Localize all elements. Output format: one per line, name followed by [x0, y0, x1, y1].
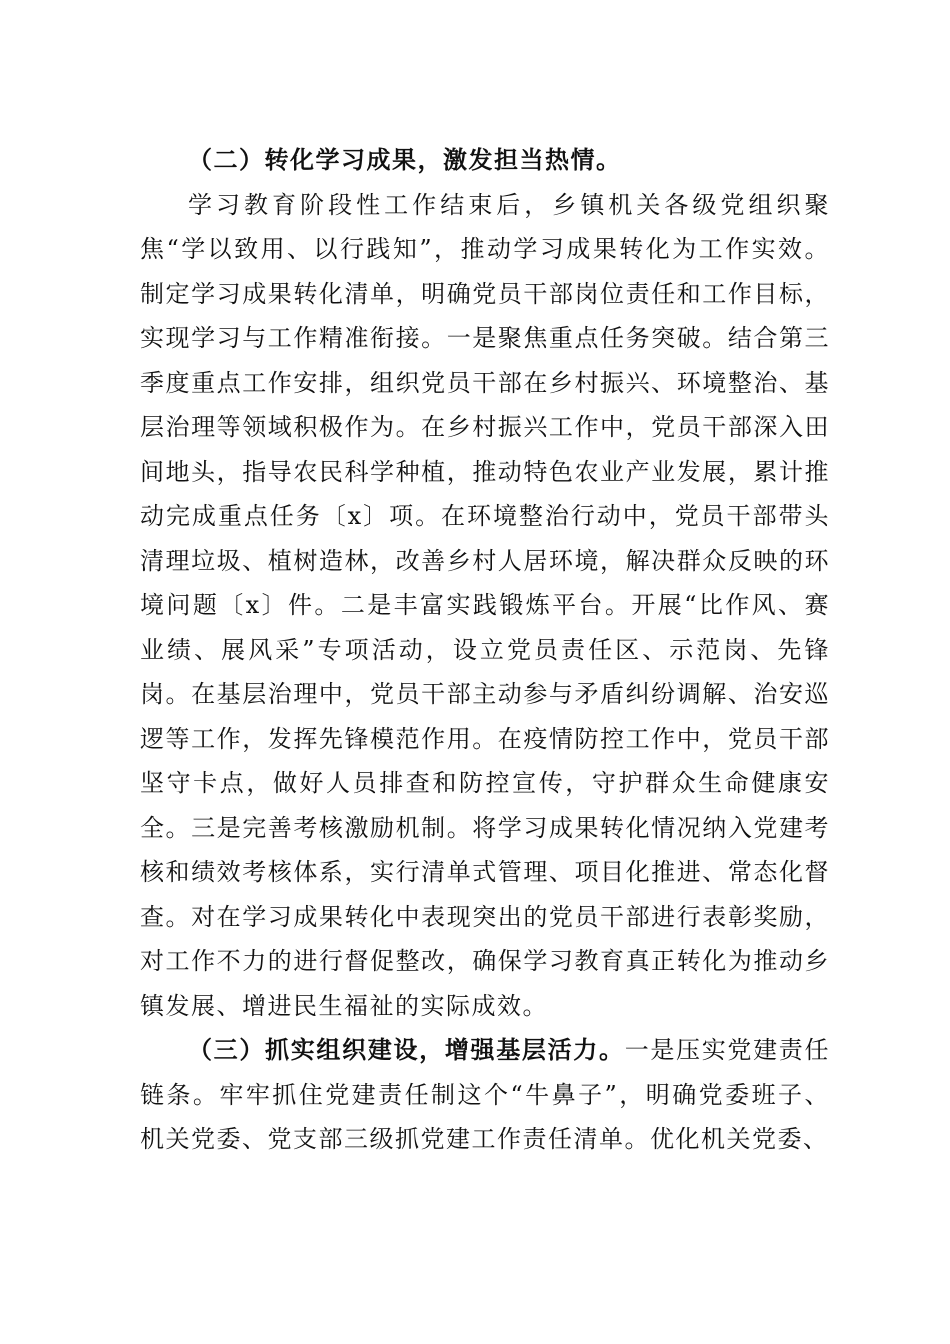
paragraph-section-3 [140, 1028, 830, 1162]
section-heading-3: （三）抓实组织建设，增强基层活力。 [188, 1035, 625, 1064]
section-heading-2: （二）转化学习成果，激发担当热情。 [188, 145, 622, 174]
document-body [140, 138, 830, 1162]
section-3-text: 一是压实党建责任链条。牢牢抓住党建责任制这个“牛鼻子”，明确党委班子、机关党委、党支部三级抓党建工作责任清单。优化机关党委、 [140, 1036, 830, 1153]
paragraph-section-2: 学习教育阶段性工作结束后，乡镇机关各级党组织聚焦“学以致用、以行践知”，推动学习成果转化为工作实效。制定学习成果转化清单，明确党员干部岗位责任和工作目标，实现学习与工作精准衔接。一是聚焦重点任务突破。结合第三季度重点工作安排，组织党员干部在乡村振兴、环境整治、基层治理等领域积极作为。在乡村振兴工作中，党员干部深入田间地头，指导农民科学种植，推动特色农业产业发展，累计推动完成重点任务〔x〕项。在环境整治行动中，党员干部带头清理垃圾、植树造林，改善乡村人居环境，解决群众反映的环境问题〔x〕件。二是丰富实践锻炼平台。开展“比作风、赛业绩、展风采”专项活动，设立党员责任区、示范岗、先锋岗。在基层治理中，党员干部主动参与矛盾纠纷调解、治安巡逻等工作，发挥先锋模范作用。在疫情防控工作中，党员干部坚守卡点，做好人员排查和防控宣传，守护群众生命健康安全。三是完善考核激励机制。将学习成果转化情况纳入党建考核和绩效考核体系，实行清单式管理、项目化推进、常态化督查。对在学习成果转化中表现突出的党员干部进行表彰奖励，对工作不力的进行督促整改，确保学习教育真正转化为推动乡镇发展、增进民生福祉的实际成效。 [140, 190, 830, 1020]
